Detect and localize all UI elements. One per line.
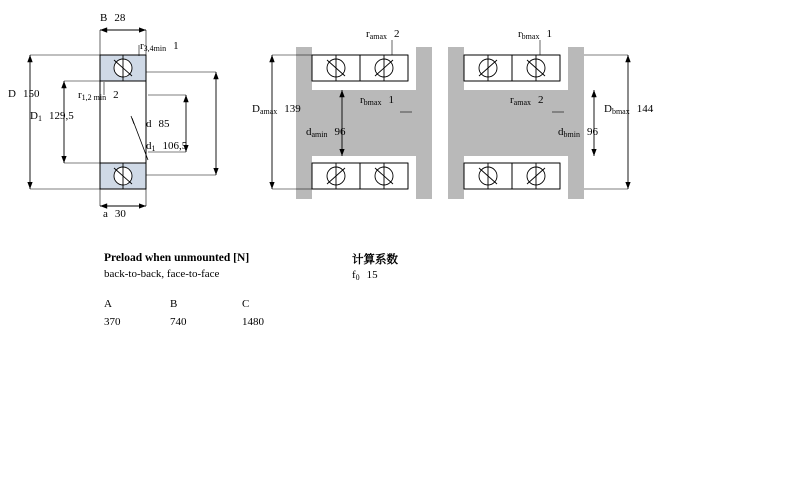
preload-title: Preload when unmounted [N] bbox=[104, 252, 250, 264]
calc-title: 计算系数 bbox=[352, 252, 398, 266]
dim-label-Damax: $D_{amax}$ 139 bbox=[252, 103, 301, 116]
dim-label-d1: $d_1$ 106,5 bbox=[146, 140, 188, 153]
dim-label-r34min: $r_{3,4min}$ 1 bbox=[140, 40, 179, 53]
dim-label-rbmax-top: $r_{bmax}$ 1 bbox=[518, 28, 552, 41]
dim-label-dbmin: $d_{bmin}$ 96 bbox=[558, 126, 598, 139]
preload-val-C: 1480 bbox=[242, 316, 264, 328]
dim-label-r12min: $r_{1,2 min}$ 2 bbox=[78, 89, 119, 102]
preload-subtitle: back-to-back, face-to-face bbox=[104, 268, 220, 280]
preload-val-A: 370 bbox=[104, 316, 121, 328]
dim-label-B: B 28 bbox=[100, 12, 126, 24]
dim-label-ramax-top: $r_{amax}$ 2 bbox=[366, 28, 400, 41]
preload-col-A: A bbox=[104, 298, 112, 310]
preload-col-C: C bbox=[242, 298, 250, 310]
dim-label-D: D 150 bbox=[8, 88, 40, 100]
dim-label-D1: $D_1$ 129,5 bbox=[30, 110, 74, 123]
preload-col-B: B bbox=[170, 298, 178, 310]
dim-label-Dbmax: $D_{bmax}$ 144 bbox=[604, 103, 654, 116]
dim-label-damin: $d_{amin}$ 96 bbox=[306, 126, 346, 139]
dim-label-rbmax-mid: $r_{bmax}$ 1 bbox=[360, 94, 394, 107]
dim-label-d: d 85 bbox=[146, 118, 170, 130]
preload-val-B: 740 bbox=[170, 316, 187, 328]
dim-label-ramax-mid: $r_{amax}$ 2 bbox=[510, 94, 544, 107]
calc-factor: $f_0$ 15 bbox=[352, 269, 378, 282]
dim-label-a: a 30 bbox=[103, 208, 126, 220]
